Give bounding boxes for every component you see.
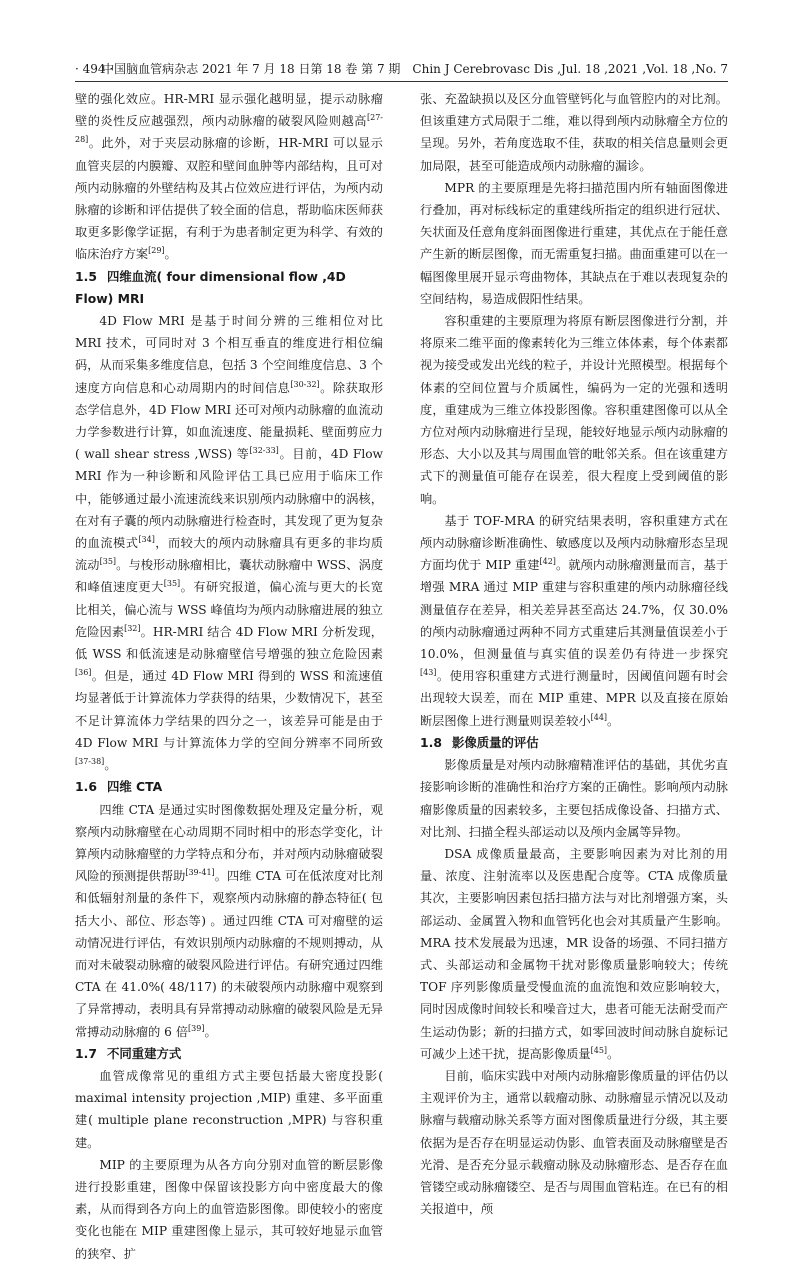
page-header xyxy=(75,58,728,80)
left-column xyxy=(75,88,383,1265)
citation-ref: [35] xyxy=(163,579,181,589)
citation-ref: [32-33] xyxy=(249,446,279,456)
paragraph: 血管成像常见的重组方式主要包括最大密度投影( maximal intensity projection ,MIP) 重建、多平面重建( multiple plane reconstruction ,MPR) 与容积重建。 xyxy=(75,1068,383,1150)
citation-ref: [34] xyxy=(138,535,155,544)
paragraph: MPR 的主要原理是先将扫描范围内所有轴面图像进行叠加，再对标线标定的重建线所指定的组织进行冠状、矢状面及任意角度斜面图像进行重建，其优点在于能任意产生新的断层图像，而无需重复扫描。曲面重建可以在一幅图像里展开显示弯曲物体，其缺点在于难以表现复杂的空间结构，易造成假阳性结果。 xyxy=(420,180,728,306)
paragraph: 张、充盈缺损以及区分血管壁钙化与血管腔内的对比剂。但该重建方式局限于二维，难以得到颅内动脉瘤全方位的呈现。另外，若角度选取不佳，获取的相关信息量则会更加局限，甚至可能造成颅内动脉瘤的漏诊。 xyxy=(420,92,728,173)
citation-ref: [30-32] xyxy=(290,379,320,389)
section-heading: 1.8 影像质量的评估 xyxy=(420,734,539,750)
paragraph: 四维 CTA 是通过实时图像数据处理及定量分析，观察颅内动脉瘤壁在心动周期不同时相中的形态学变化，计算颅内动脉瘤壁的力学特点和分布，并对颅内动脉瘤破裂风险的预测提供帮助[39-41]。四维 CTA 可在低浓度对比剂和低辐射剂量的条件下，观察颅内动脉瘤的静态特征( 包括大小、部位、形态等) 。通过四维 CTA 可对瘤壁的运动情况进行评估，有效识别颅内动脉瘤的不规则搏动，从而对未破裂动脉瘤的破裂风险进行评估。有研究通过四维 CTA 在 41.0%( 48/117) 的未破裂颅内动脉瘤中观察到了异常搏动，表明具有异常搏动动脉瘤的破裂风险是无异常搏动动脉瘤的 6 倍[39]。 xyxy=(75,802,383,1039)
header-rule xyxy=(75,81,728,82)
citation-ref: [35] xyxy=(99,557,117,567)
citation-ref: [39] xyxy=(188,1023,205,1033)
citation-ref: [44] xyxy=(590,712,608,722)
paragraph: MIP 的主要原理为从各方向分别对血管的断层影像进行投影重建，图像中保留该投影方向中密度最大的像素，从而得到各方向上的血管造影图像。即使较小的密度变化也能在 MIP 重建图像上显示，其可较好地显示血管的狭窄、扩 xyxy=(75,1157,383,1261)
page-number: · 494 · xyxy=(75,62,114,76)
citation-ref: [36] xyxy=(75,668,92,678)
paragraph: 目前，临床实践中对颅内动脉瘤影像质量的评估仍以主观评价为主，通常以载瘤动脉、动脉瘤显示情况以及动脉瘤与载瘤动脉关系等方面对图像质量进行分级，其主要依据为是否存在明显运动伪影、血管表面及动脉瘤壁是否光滑、是否充分显示载瘤动脉及动脉瘤形态、是否存在血管镂空或动脉瘤镂空、是否与周围血管粘连。在已有的相关报道中，颅 xyxy=(420,1068,728,1217)
paragraph: DSA 成像质量最高，主要影响因素为对比剂的用量、浓度、注射流率以及医患配合度等。CTA 成像质量其次，主要影响因素包括扫描方法与对比剂增强方案，头部运动、金属置入物和血管钙化也会对其质量产生影响。MRA 技术发展最为迅速，MR 设备的场强、不同扫描方式、头部运动和金属物干扰对影像质量影响较大；传统 TOF 序列影像质量受慢血流的血流饱和效应影响较大，同时因成像时间较长和噪音过大，患者可能无法耐受而产生运动伪影；新的扫描方式，如零回波时间动脉自旋标记可减少上述干扰，提高影像质量[45]。 xyxy=(420,846,728,1061)
citation-ref: [42] xyxy=(539,557,556,567)
section-heading: 1.6 四维 CTA xyxy=(75,779,163,795)
paragraph: 壁的强化效应。HR-MRI 显示强化越明显，提示动脉瘤壁的炎性反应越强烈，颅内动脉瘤的破裂风险则越高[27-28]。此外，对于夹层动脉瘤的诊断，HR-MRI 可以显示血管夹层的内膜瓣、双腔和壁间血肿等内部结构，且可对颅内动脉瘤的外壁结构及其占位效应进行评估，为颅内动脉瘤的诊断和评估提供了较全面的信息，帮助临床医师获取更多影像学证据，有利于为患者制定更为科学、有效的临床治疗方案[29]。 xyxy=(75,92,383,262)
paragraph: 影像质量是对颅内动脉瘤精准评估的基础，其优劣直接影响诊断的准确性和治疗方案的正确性。影响颅内动脉瘤影像质量的因素较多，主要包括成像设备、扫描方式、对比剂、扫描全程头部运动以及颅内金属等异物。 xyxy=(420,758,728,839)
citation-ref: [29] xyxy=(148,246,165,256)
citation-ref: [32] xyxy=(124,623,141,633)
citation-ref: [43] xyxy=(420,668,437,678)
section-heading: 1.7 不同重建方式 xyxy=(75,1045,182,1061)
right-column xyxy=(420,88,728,1220)
journal-citation: 中国脑血管病杂志 2021 年 7 月 18 日第 18 卷 第 7 期 Chin J Cerebrovasc Dis ,Jul. 18 ,2021 ,Vol. 18 ,No. 7 xyxy=(102,62,728,76)
citation-ref: [27-28] xyxy=(75,113,383,145)
citation-ref: [37-38] xyxy=(75,757,105,767)
section-heading: 1.5 四维血流( four dimensional flow ,4D Flow) MRI xyxy=(75,268,346,306)
citation-ref: [39-41] xyxy=(185,868,215,878)
paragraph: 基于 TOF-MRA 的研究结果表明，容积重建方式在颅内动脉瘤诊断准确性、敏感度以及颅内动脉瘤形态呈现方面均优于 MIP 重建[42]。就颅内动脉瘤测量而言，基于增强 MRA 通过 MIP 重建与容积重建的颅内动脉瘤径线测量值存在差异，相关差异甚至高达 24.7%，仅 30.0% 的颅内动脉瘤通过两种不同方式重建后其测量值误差小于 10.0%，但测量值与真实值的误差仍有待进一步探究[43]。使用容积重建方式进行测量时，因阈值问题有时会出现较大误差，而在 MIP 重建、MPR 以及直接在原始断层图像上进行测量则误差较小[44]。 xyxy=(420,513,729,728)
paragraph: 容积重建的主要原理为将原有断层图像进行分割，并将原来二维平面的像素转化为三维立体体素，每个体素都视为接受或发出光线的粒子，并设计光照模型。根据每个体素的空间位置与介质属性，编码为一定的光强和透明度，重建成为三维立体投影图像。容积重建图像可以从全方位对颅内动脉瘤进行呈现，能较好地显示颅内动脉瘤的形态、大小以及其与周围血管的毗邻关系。但在该重建方式下的测量值可能存在误差，很大程度上受到阈值的影响。 xyxy=(420,314,728,506)
citation-ref: [45] xyxy=(590,1045,608,1055)
paragraph: 4D Flow MRI 是基于时间分辨的三维相位对比 MRI 技术，可同时对 3 个相互垂直的维度进行相位编码，从而采集多维度信息，包括 3 个空间维度信息、3 个速度方向信息和心动周期内的时间信息[30-32]。除获取形态学信息外，4D Flow MRI 还可对颅内动脉瘤的血流动力学参数进行计算，如血流速度、能量损耗、壁面剪应力( wall shear stress ,WSS) 等[32-33]。目前，4D Flow MRI 作为一种诊断和风险评估工具已应用于临床工作中，能够通过最小流速流线来识别颅内动脉瘤中的涡核，在对有子囊的颅内动脉瘤进行检查时，其发现了更为复杂的血流模式[34]，而较大的颅内动脉瘤具有更多的非均质流动[35]。与梭形动脉瘤相比，囊状动脉瘤中 WSS、涡度和峰值速度更大[35]。有研究报道，偏心流与更大的长宽比相关，偏心流与 WSS 峰值均为颅内动脉瘤进展的独立危险因素[32]。HR-MRI 结合 4D Flow MRI 分析发现，低 WSS 和低流速是动脉瘤壁信号增强的独立危险因素[36]。但是，通过 4D Flow MRI 得到的 WSS 和流速值均显著低于计算流体力学获得的结果，少数情况下，甚至不足计算流体力学结果的四分之一，该差异可能是由于 4D Flow MRI 与计算流体力学的空间分辨率不同所致[37-38]。 xyxy=(75,314,384,773)
